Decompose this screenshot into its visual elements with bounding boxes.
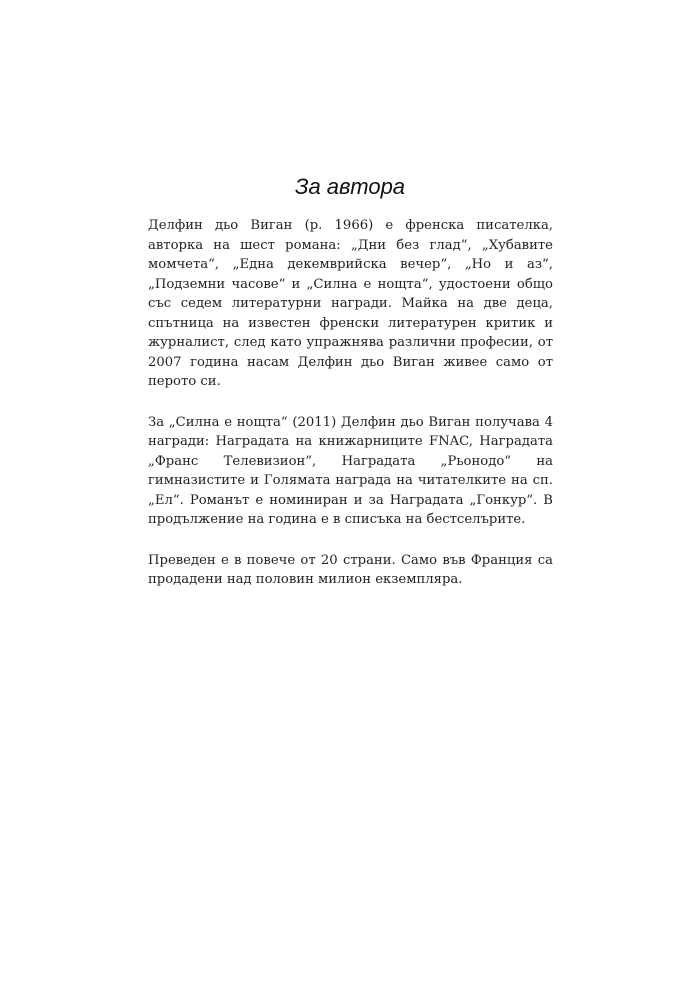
paragraph-biography: Делфин дьо Виган (р. 1966) е френска писателка, авторка на шест романа: „Дни без глад“, „Хубавите момчета“, „Една декемврийска вечер“, „Но и аз“, „Подземни часове“ и „Силна е нощта“, удостоени общо със седем литературни награди. Майка на две деца, спътница на известен френски литературен критик и журналист, след като упражнява различни професии, от 2007 година насам Делфин дьо Виган живее само от перото си. — [148, 218, 553, 389]
paragraph-awards: За „Силна е нощта“ (2011) Делфин дьо Виган получава 4 награди: Наградата на книжарниците FNAC, Наградата „Франс Телевизион“, Наградата „Рьонодо“ на гимназистите и Голямата награда на читателките на сп. „Ел“. Романът е номиниран и за Наградата „Гонкур“. В продължение на година е в списъка на бестселърите. — [148, 414, 553, 527]
paragraph-translations: Преведен е в повече от 20 страни. Само във Франция са продадени над половин милион екземпляра. — [148, 552, 553, 587]
page-title: За автора — [294, 174, 406, 199]
document-body — [148, 216, 553, 611]
